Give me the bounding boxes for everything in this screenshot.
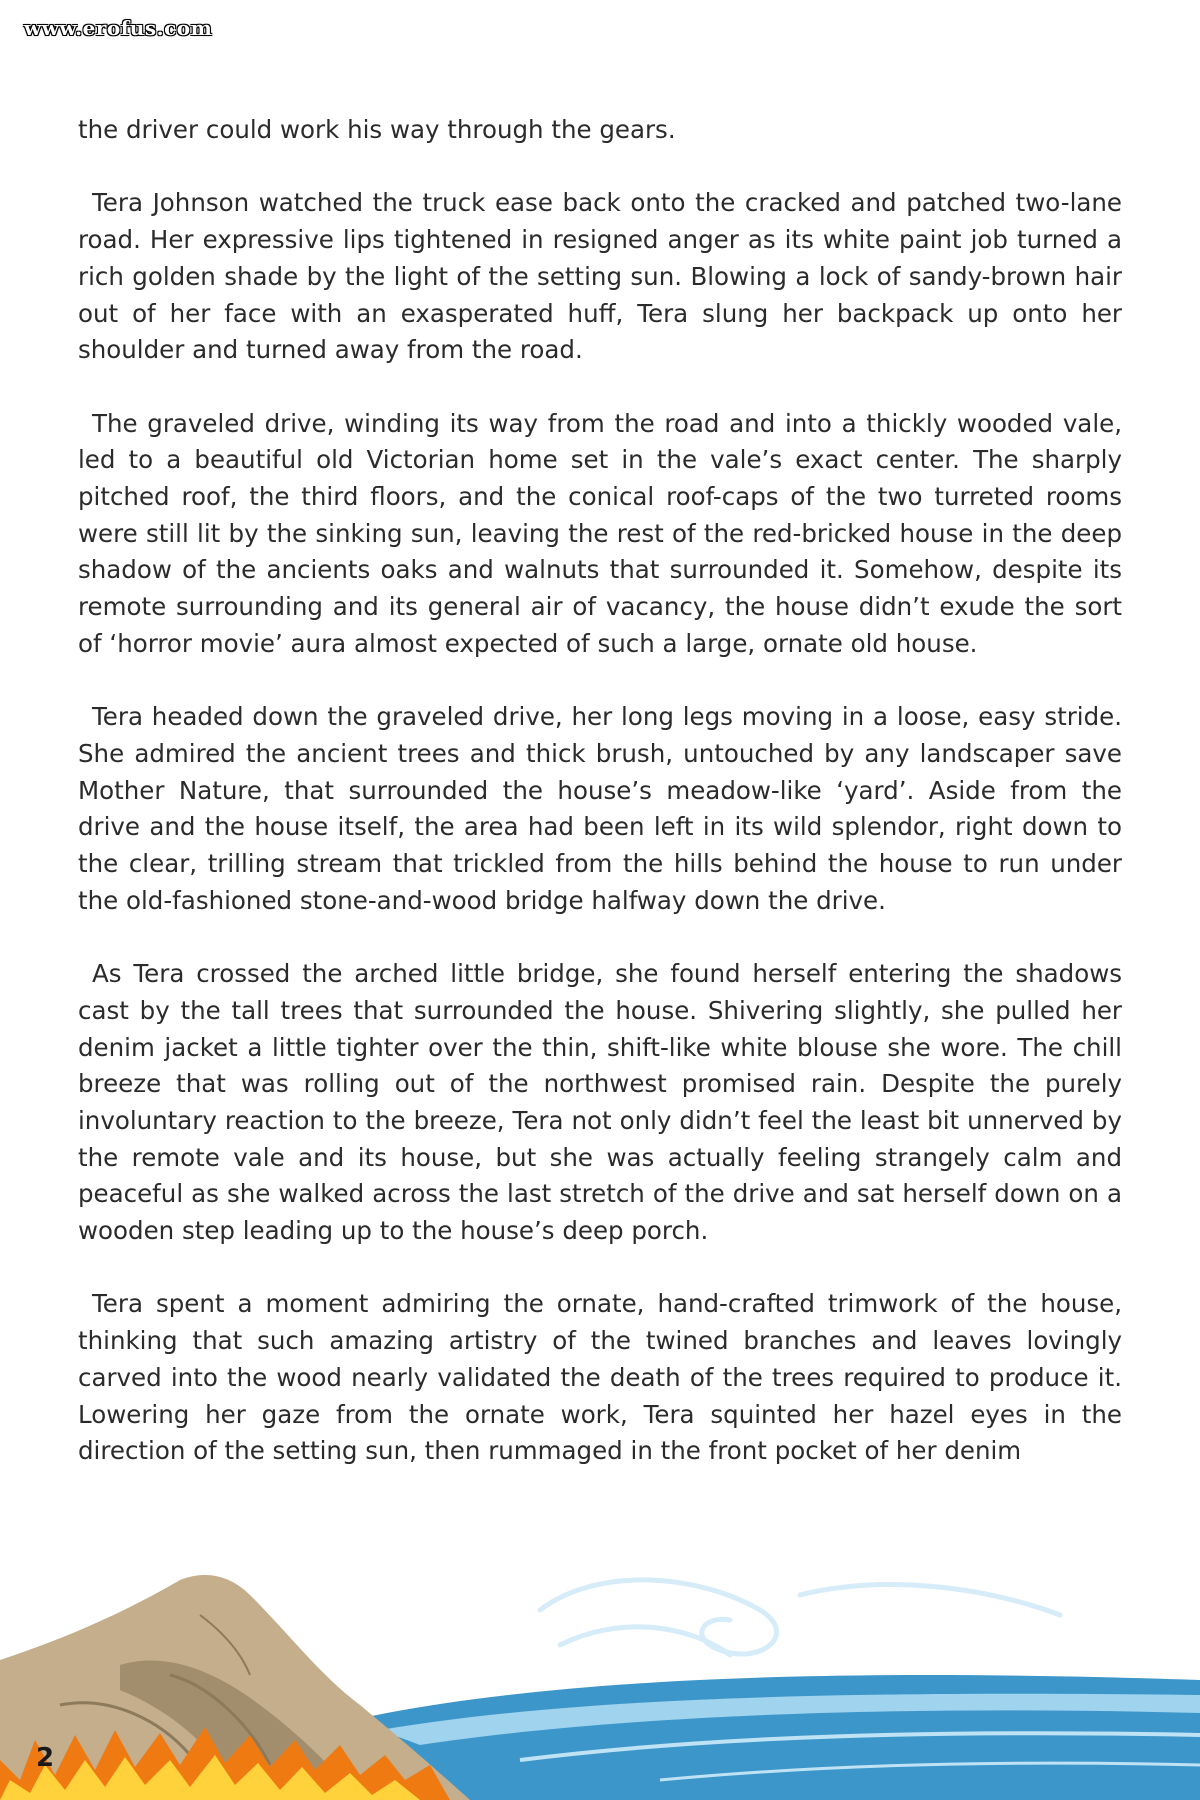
watermark: www.erofus.com [24,16,213,40]
footer-illustration [0,1555,1200,1800]
water-icon [330,1675,1200,1800]
paragraph-5: As Tera crossed the arched little bridge, she found herself entering the shadows cast by the tall trees that surrounded the house. Shivering slightly, she pulled her denim jacket a little tighter over the thin, shift-like white blouse she wore. The chill breeze that was rolling out of the northwest promised rain. Despite the purely involuntary reaction to the breeze, Tera not only didn’t feel the least bit unnerved by the remote vale and its house, but she was actually feeling strangely calm and peaceful as she walked across the last stretch of the drive and sat herself down on a wooden step leading up to the house’s deep porch. [78,959,1122,1246]
paragraph-4: Tera headed down the graveled drive, her long legs moving in a loose, easy stride. She admired the ancient trees and thick brush, untouched by any landscaper save Mother Nature, that surrounded the house’s meadow-like ‘yard’. Aside from the drive and the house itself, the area had been left in its wild splendor, right down to the clear, trilling stream that trickled from the hills behind the house to run under the old-fashioned stone-and-wood bridge halfway down the drive. [78,702,1122,915]
page-number: 2 [36,1743,55,1773]
paragraph-3: The graveled drive, winding its way from the road and into a thickly wooded vale, led to a beautiful old Victorian home set in the vale’s exact center. The sharply pitched roof, the third floors, and the conical roof-caps of the two turreted rooms were still lit by the sinking sun, leaving the rest of the red-bricked house in the deep shadow of the ancients oaks and walnuts that surrounded it. Somehow, despite its remote surrounding and its general air of vacancy, the house didn’t exude the sort of ‘horror movie’ aura almost expected of such a large, ornate old house. [78,408,1122,658]
wind-swirl-icon [540,1580,1060,1655]
paragraph-2: Tera Johnson watched the truck ease back onto the cracked and patched two-lane road. Her expressive lips tightened in resigned anger as its white paint job turned a rich golden shade by the light of the setting sun. Blowing a lock of sandy-brown hair out of her face with an exasperated huff, Tera slung her backpack up onto her shoulder and turned away from the road. [78,188,1122,365]
paragraph-1: the driver could work his way through the gears. [78,115,676,144]
story-text [78,112,1122,1507]
paragraph-6: Tera spent a moment admiring the ornate, hand-crafted trimwork of the house, thinking that such amazing artistry of the twined branches and leaves lovingly carved into the wood nearly validated the death of the trees required to produce it. Lowering her gaze from the ornate work, Tera squinted her hazel eyes in the direction of the setting sun, then rummaged in the front pocket of her denim [78,1289,1122,1466]
